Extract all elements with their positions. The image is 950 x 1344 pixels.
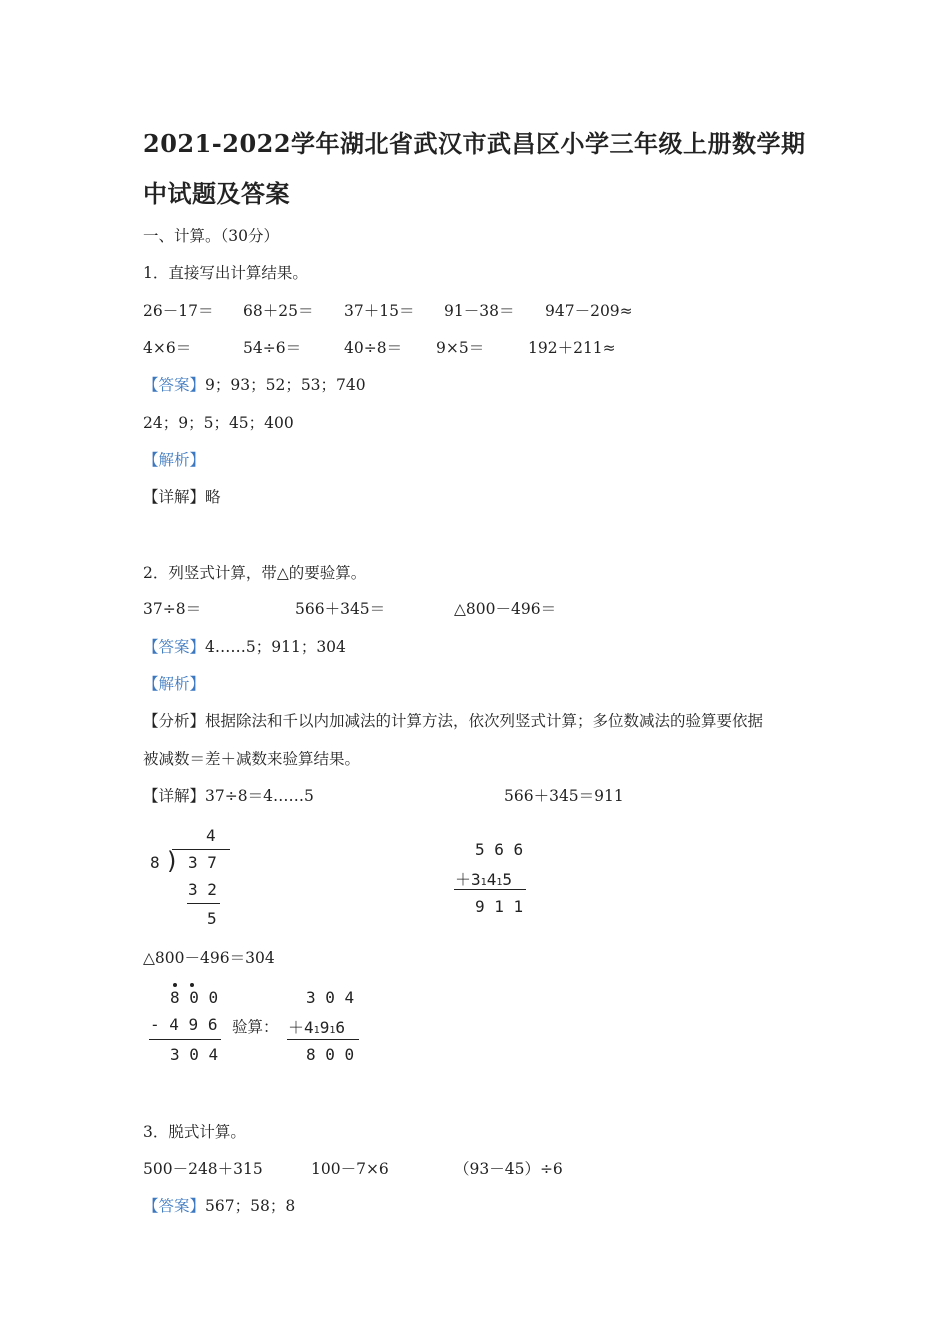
q1-item: 40÷8＝ xyxy=(344,339,403,357)
document-title-line2: 中试题及答案 xyxy=(143,179,290,208)
check-plus: ＋ xyxy=(288,1018,305,1037)
division-quotient: 4 xyxy=(206,826,216,845)
check-line xyxy=(287,1039,359,1040)
subtraction-result: 3 0 4 xyxy=(170,1045,219,1064)
addition-result: 9 1 1 xyxy=(475,897,524,916)
detail-tag: 【详解】 xyxy=(143,787,206,805)
carry-digit: 1 xyxy=(496,877,503,888)
q3-answer xyxy=(143,1194,295,1216)
q3-prompt: 3．脱式计算。 xyxy=(143,1123,246,1141)
q1-answer xyxy=(143,373,366,395)
q2-detail-addition: 566＋345＝911 xyxy=(504,787,624,805)
q3-item: 500－248＋315 xyxy=(143,1160,263,1178)
minus-sign: - xyxy=(150,1015,160,1034)
q1-item: 54÷6＝ xyxy=(243,339,302,357)
carry-digit: 1 xyxy=(329,1025,336,1036)
q2-item: 37÷8＝ xyxy=(143,600,202,618)
addition-row xyxy=(455,867,512,890)
subtrahend: 4 9 6 xyxy=(169,1015,218,1034)
borrow-dot xyxy=(173,983,177,987)
detail-division: 37÷8＝4……5 xyxy=(205,787,314,805)
division-divisor: 8 xyxy=(150,853,160,872)
addend-digit: 3 xyxy=(471,870,481,889)
q3-item: （93－45）÷6 xyxy=(454,1160,563,1178)
addend-digit: 6 xyxy=(335,1018,345,1037)
check-top: 3 0 4 xyxy=(306,988,355,1007)
q1-item: 37＋15＝ xyxy=(344,302,415,320)
q1-analysis-tag: 【解析】 xyxy=(143,451,206,469)
q2-item: 566＋345＝ xyxy=(295,600,386,618)
q1-item: 192＋211≈ xyxy=(528,339,616,357)
addend-digit: 4 xyxy=(486,870,497,889)
addition-plus: ＋ xyxy=(455,870,472,889)
document-title-line1: 2021-2022学年湖北省武汉市武昌区小学三年级上册数学期 xyxy=(143,129,806,158)
q2-fenxi xyxy=(143,709,763,731)
division-bracket: ) xyxy=(167,847,177,875)
q1-answer-line2: 24；9；5；45；400 xyxy=(143,414,294,432)
q1-item: 91－38＝ xyxy=(444,302,515,320)
addition-line xyxy=(454,889,526,890)
q2-analysis-tag: 【解析】 xyxy=(143,675,206,693)
division-line xyxy=(187,903,220,904)
section-heading: 一、计算。（30分） xyxy=(143,227,279,245)
answer-tag: 【答案】 xyxy=(143,1197,206,1215)
q1-item: 26－17＝ xyxy=(143,302,214,320)
borrow-dot xyxy=(190,983,194,987)
q2-detail xyxy=(143,784,314,806)
q2-item: △800－496＝ xyxy=(454,600,557,618)
addend-digit: 4 xyxy=(304,1018,314,1037)
q1-item: 9×5＝ xyxy=(436,339,485,357)
addition-top: 5 6 6 xyxy=(475,840,524,859)
subtraction-row xyxy=(150,1015,217,1034)
q2-fenxi-line2: 被减数＝差＋减数来验算结果。 xyxy=(143,750,361,768)
answer-tag: 【答案】 xyxy=(143,638,206,656)
q1-item: 947－209≈ xyxy=(545,302,633,320)
carry-digit: 1 xyxy=(480,877,487,888)
division-remainder: 5 xyxy=(207,909,217,928)
q1-detail xyxy=(143,485,221,507)
q3-item: 100－7×6 xyxy=(311,1160,389,1178)
addend-digit: 9 xyxy=(319,1018,330,1037)
subtraction-title: △800－496＝304 xyxy=(143,949,275,967)
detail-text: 略 xyxy=(205,488,221,506)
q1-prompt: 1．直接写出计算结果。 xyxy=(143,264,308,282)
check-label: 验算： xyxy=(232,1018,279,1036)
answer-tag: 【答案】 xyxy=(143,376,206,394)
fenxi-tag: 【分析】 xyxy=(143,712,206,730)
subtraction-top: 8 0 0 xyxy=(170,988,219,1007)
check-row xyxy=(288,1015,345,1038)
addend-digit: 5 xyxy=(502,870,512,889)
division-dividend: 3 7 xyxy=(188,853,217,872)
answer-text: 9；93；52；53；740 xyxy=(205,376,366,394)
q1-item: 68＋25＝ xyxy=(243,302,314,320)
carry-digit: 1 xyxy=(313,1025,320,1036)
answer-text: 4……5；911；304 xyxy=(205,638,346,656)
division-bar xyxy=(172,849,230,850)
q2-answer xyxy=(143,635,346,657)
fenxi-text: 根据除法和千以内加减法的计算方法，依次列竖式计算；多位数减法的验算要依据 xyxy=(205,712,764,730)
division-product: 3 2 xyxy=(188,880,217,899)
q2-prompt: 2．列竖式计算，带△的要验算。 xyxy=(143,564,367,582)
answer-text: 567；58；8 xyxy=(205,1197,296,1215)
subtraction-line xyxy=(149,1039,221,1040)
detail-tag: 【详解】 xyxy=(143,488,206,506)
check-result: 8 0 0 xyxy=(306,1045,355,1064)
q1-item: 4×6＝ xyxy=(143,339,192,357)
